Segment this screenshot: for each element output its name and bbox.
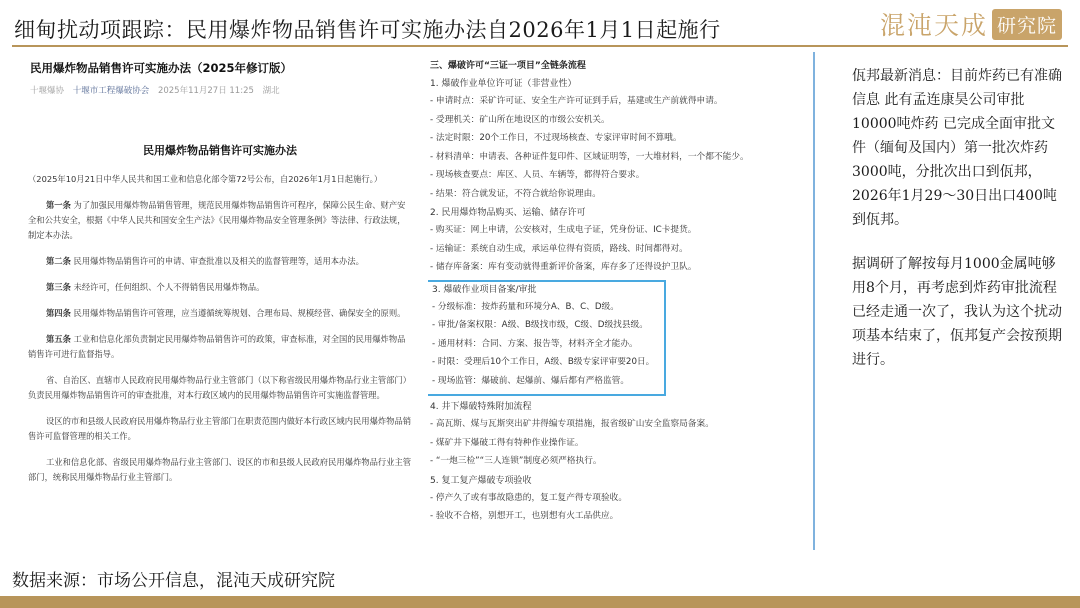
article-paragraph: 第三条 未经许可，任何组织、个人不得销售民用爆炸物品。 [46, 282, 265, 292]
permit-flow-screenshot [428, 56, 806, 551]
flow-item: - 现场核查要点：库区、人员、车辆等，都得符合要求。 [430, 170, 645, 180]
flow-item: - 验收不合格，别想开工，也别想有火工品供应。 [430, 511, 619, 521]
flow-item: - 申请时点：采矿许可证、安全生产许可证到手后，基建或生产前就得申请。 [430, 96, 723, 106]
highlight-box-section3 [428, 280, 666, 397]
flow-item: - 时限：受理后10个工作日，A级、B级专家评审要20日。 [432, 357, 655, 367]
flow-item: - 煤矿井下爆破工得有特种作业操作证。 [430, 437, 584, 448]
logo-text: 混沌天成 [879, 11, 988, 40]
news-commentary [852, 64, 1062, 392]
flow-item: - 运输证：系统自动生成，承运单位得有资质，路线、时间都得对。 [430, 243, 688, 254]
page-title: 细甸扰动项跟踪：民用爆炸物品销售许可实施办法自2026年1月1日起施行 [14, 18, 721, 42]
article-meta [30, 84, 412, 96]
header-divider [12, 45, 1068, 47]
article-heading: 民用爆炸物品销售许可实施办法 [143, 144, 297, 157]
flow-section-heading: 2. 民用爆炸物品购买、运输、储存许可 [430, 208, 586, 218]
data-source: 数据来源：市场公开信息，混沌天成研究院 [12, 571, 335, 591]
flow-item: - 停产久了或有事故隐患的，复工复产得专项验收。 [430, 492, 628, 503]
article-paragraph: 第四条 民用爆炸物品销售许可管理，应当遵循统筹规划、合理布局、规模经营、确保安全的原则。 [46, 308, 406, 318]
flow-title: 三、爆破许可“三证一项目”全链条流程 [430, 61, 586, 71]
flow-item: - 受理机关：矿山所在地设区的市级公安机关。 [430, 114, 610, 125]
flow-item: - 高瓦斯、煤与瓦斯突出矿井得编专项措施，报省级矿山安全监察局备案。 [430, 419, 714, 429]
flow-item: - 法定时限：20个工作日，不过现场核查、专家评审时间不算哦。 [430, 133, 682, 143]
flow-section-heading: 5. 复工复产爆破专项验收 [430, 475, 532, 486]
flow-item: - 储存库备案：库有变动就得重新评价备案，库存多了还得设护卫队。 [430, 262, 697, 272]
article-title: 民用爆炸物品销售许可实施办法（2025年修订版） [30, 61, 293, 75]
flow-item: - 购买证：网上申请，公安核对，生成电子证，凭身份证、IC卡提货。 [430, 225, 697, 235]
footer-bar [0, 596, 1080, 608]
flow-item: - 结果：符合就发证，不符合就给你说理由。 [430, 188, 601, 199]
news-paragraph: 据调研了解按每月1000金属吨够用8个月，再考虑到炸药审批流程已经走通一次了，我认为这个扰动项基本结束了，佤邦复产会按预期进行。 [852, 256, 1062, 368]
flow-section-heading: 3. 爆破作业项目备案/审批 [432, 284, 537, 295]
article-decree: （2025年10月21日中华人民共和国工业和信息化部令第72号公布，自2026年1月1日起施行。） [28, 174, 383, 184]
flow-item: - 通用材料：合同、方案、报告等，材料齐全才能办。 [432, 338, 638, 349]
logo-seal: 研究院 [992, 9, 1062, 40]
flow-item: - 分级标准：按炸药量和环境分A、B、C、D级。 [432, 301, 619, 312]
article-screenshot [28, 56, 412, 551]
article-paragraph: 工业和信息化部、省级民用爆炸物品行业主管部门、设区的市和县级人民政府民用爆炸物品行业主管部门，统称民用爆炸物品行业主管部门。 [28, 457, 412, 482]
meta-date: 2025年11月27日 11:25 [157, 86, 254, 96]
article-paragraph: 第一条 为了加强民用爆炸物品销售管理，规范民用爆炸物品销售许可程序，保障公民生命、财产安全和公共安全，根据《中华人民共和国安全生产法》《民用爆炸物品安全管理条例》等法律、行政法规，制定本办法。 [28, 200, 406, 240]
brand-logo [880, 6, 1062, 42]
flow-item: - 材料清单：申请表、各种证件复印件、区域证明等，一大堆材料，一个都不能少。 [430, 151, 749, 162]
flow-section-heading: 4. 井下爆破特殊附加流程 [430, 402, 532, 412]
article-paragraph: 设区的市和县级人民政府民用爆炸物品行业主管部门在职责范围内做好本行政区域内民用爆炸物品销售许可监督管理的相关工作。 [28, 416, 412, 441]
meta-location: 湖北 [262, 86, 280, 96]
article-paragraph: 省、自治区、直辖市人民政府民用爆炸物品行业主管部门（以下称省级民用爆炸物品行业主管部门）负责民用爆炸物品销售许可的审查批准，对本行政区域内的民用爆炸物品销售许可实施监督管理。 [28, 375, 412, 400]
flow-item: - “一炮三检”“三人连锁”制度必须严格执行。 [430, 456, 602, 466]
vertical-divider [813, 52, 815, 550]
article-paragraph: 第五条 工业和信息化部负责制定民用爆炸物品销售许可的政策，审查标准，对全国的民用爆炸物品销售许可进行监督指导。 [28, 334, 406, 359]
flow-section-heading: 1. 爆破作业单位许可证（非营业性） [430, 79, 577, 89]
news-paragraph: 佤邦最新消息：目前炸药已有准确信息 此有孟连康昊公司审批10000吨炸药 已完成全面审批文件（缅甸及国内）第一批次炸药3000吨，分批次出口到佤邦，2026年1月29～30日出口400吨到佤邦。 [852, 68, 1062, 228]
meta-author[interactable]: 十堰市工程爆破协会 [72, 86, 150, 96]
meta-source: 十堰爆协 [30, 86, 65, 96]
article-paragraph: 第二条 民用爆炸物品销售许可的申请、审查批准以及相关的监督管理等，适用本办法。 [46, 256, 364, 266]
flow-item: - 现场监管：爆破前、起爆前、爆后都有严格监管。 [432, 375, 630, 386]
flow-item: - 审批/备案权限：A级、B级找市级，C级、D级找县级。 [432, 320, 648, 330]
